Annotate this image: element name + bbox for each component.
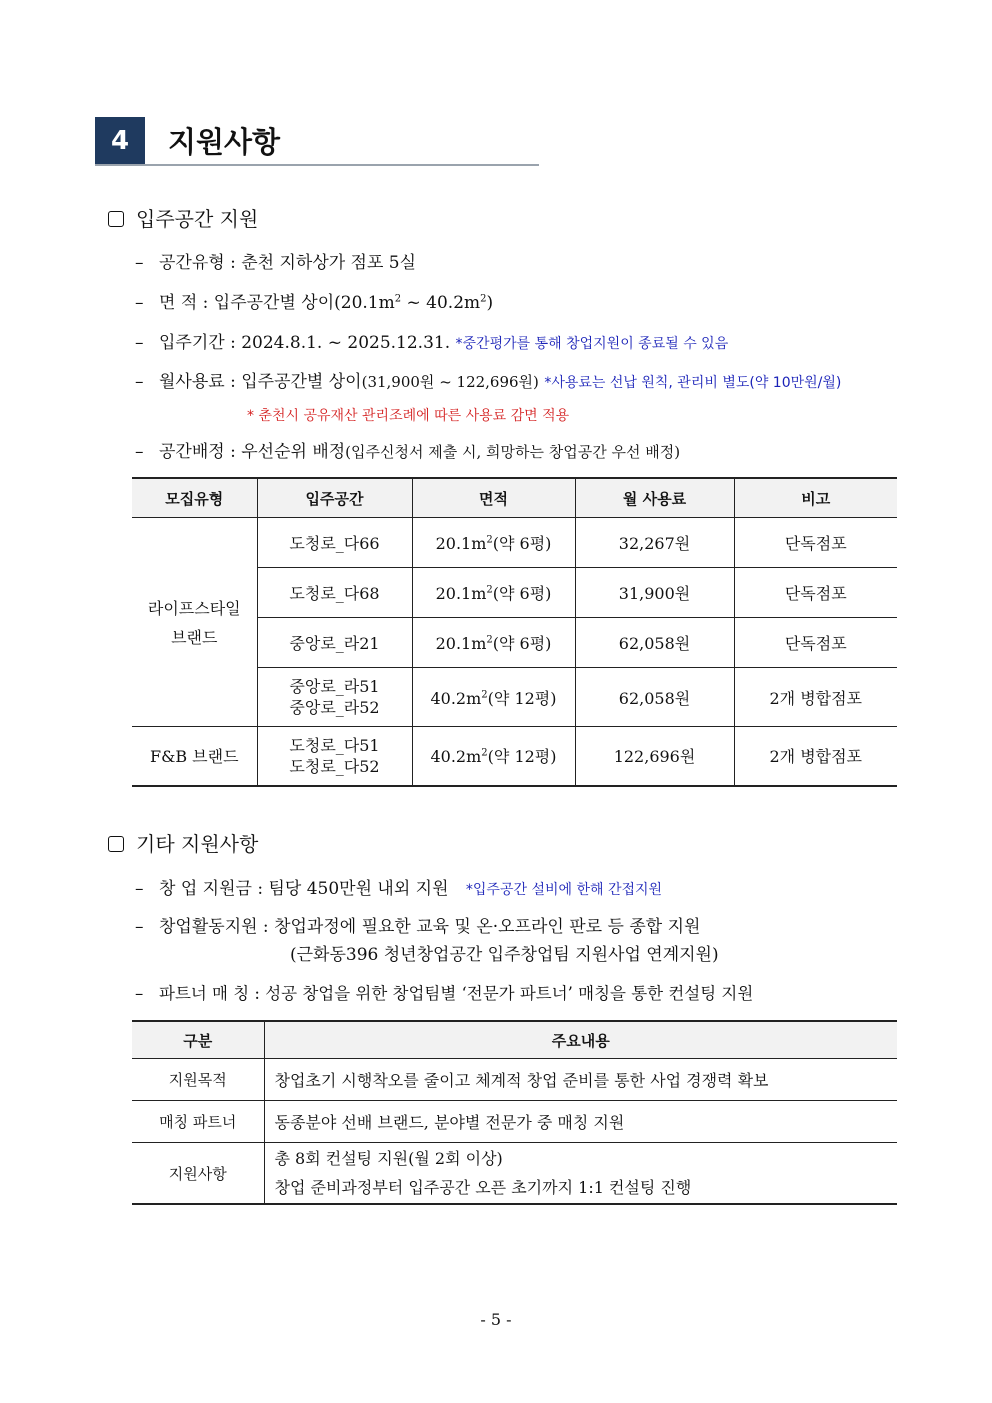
table-row [132,1143,897,1205]
partner-table [132,1020,897,1205]
space-cell: 중앙로_라51 중앙로_라52 [257,668,412,727]
subsection-heading-occupancy: 입주공간 지원 [108,203,258,232]
header-remarks: 비고 [734,478,897,518]
checkbox-square-icon [108,211,124,227]
table-row [132,727,897,786]
row-content: 총 8회 컨설팅 지원(월 2회 이상) 창업 준비과정부터 입주공간 오픈 초기까지 1:1 컨설팅 진행 [264,1143,897,1205]
rent-cell: 122,696원 [575,727,734,786]
rent-note: *사용료는 선납 원칙, 관리비 별도(약 10만원/월) [544,375,842,391]
header-main-content: 주요내용 [264,1021,897,1059]
assign-line: – 공간배정 : 우선순위 배정(입주신청서 제출 시, 희망하는 창업공간 우선 배정) [135,442,681,462]
recruit-type-cell: 라이프스타일 브랜드 [132,518,257,727]
subsection-heading-other: 기타 지원사항 [108,828,258,857]
recruit-type-cell: F&B 브랜드 [132,727,257,786]
table-row [132,1059,897,1101]
activity-line: – 창업활동지원 : 창업과정에 필요한 교육 및 온·오프라인 판로 등 종합 지원 [135,917,701,937]
partner-line: – 파트너 매 칭 : 성공 창업을 위한 창업팀별 ‘전문가 파트너’ 매칭을 통한 컨설팅 지원 [135,984,754,1003]
section-underline [95,164,539,166]
header-area: 면적 [412,478,575,518]
area-cell: $20.1m^2$(약 6평) [412,618,575,668]
fund-note: *입주공간 설비에 한해 간접지원 [465,882,663,898]
fund-line: – 창 업 지원금 : 팀당 450만원 내외 지원 *입주공간 설비에 한해 간접지원 [135,879,663,899]
header-recruit-type: 모집유형 [132,478,257,518]
rent-cell: 62,058원 [575,668,734,727]
area-cell: $40.2m^2$(약 12평) [412,668,575,727]
remarks-cell: 단독점포 [734,518,897,568]
rent-reduction-note: * 춘천시 공유재산 관리조례에 따른 사용료 감면 적용 [247,408,570,424]
space-table [132,477,897,787]
space-type-line: – 공간유형 : 춘천 지하상가 점포 5실 [135,253,417,273]
header-space: 입주공간 [257,478,412,518]
page-number: - 5 - [480,1310,512,1329]
area-cell: $20.1m^2$(약 6평) [412,568,575,618]
space-cell: 도청로_다68 [257,568,412,618]
remarks-cell: 단독점포 [734,618,897,668]
rent-cell: 62,058원 [575,618,734,668]
area-line: – 면 적 : 입주공간별 상이($20.1m^2$ ~ $40.2m^2$) [135,293,494,313]
rent-line: – 월사용료 : 입주공간별 상이(31,900원 ~ 122,696원) *사용료는 선납 원칙, 관리비 별도(약 10만원/월) [135,372,842,392]
area-cell: $40.2m^2$(약 12평) [412,727,575,786]
row-label: 매칭 파트너 [132,1101,264,1143]
section-title: 지원사항 [168,125,281,159]
period-line: – 입주기간 : 2024.8.1. ~ 2025.12.31. *중간평가를 통해 창업지원이 종료될 수 있음 [135,333,729,353]
remarks-cell: 2개 병합점포 [734,668,897,727]
row-label: 지원목적 [132,1059,264,1101]
area-cell: $20.1m^2$(약 6평) [412,518,575,568]
row-content: 창업초기 시행착오를 줄이고 체계적 창업 준비를 통한 사업 경쟁력 확보 [264,1059,897,1101]
space-cell: 중앙로_라21 [257,618,412,668]
row-label: 지원사항 [132,1143,264,1205]
table-row [132,518,897,568]
rent-cell: 32,267원 [575,518,734,568]
activity-line-2: (근화동396 청년창업공간 입주창업팀 지원사업 연계지원) [290,945,719,965]
checkbox-square-icon [108,836,124,852]
section-number: 4 [95,117,145,165]
space-cell: 도청로_다66 [257,518,412,568]
rent-cell: 31,900원 [575,568,734,618]
header-monthly-rent: 월 사용료 [575,478,734,518]
remarks-cell: 2개 병합점포 [734,727,897,786]
table-row [132,1101,897,1143]
remarks-cell: 단독점포 [734,568,897,618]
period-note: *중간평가를 통해 창업지원이 종료될 수 있음 [455,336,729,352]
header-category: 구분 [132,1021,264,1059]
row-content: 동종분야 선배 브랜드, 분야별 전문가 중 매칭 지원 [264,1101,897,1143]
space-cell: 도청로_다51 도청로_다52 [257,727,412,786]
